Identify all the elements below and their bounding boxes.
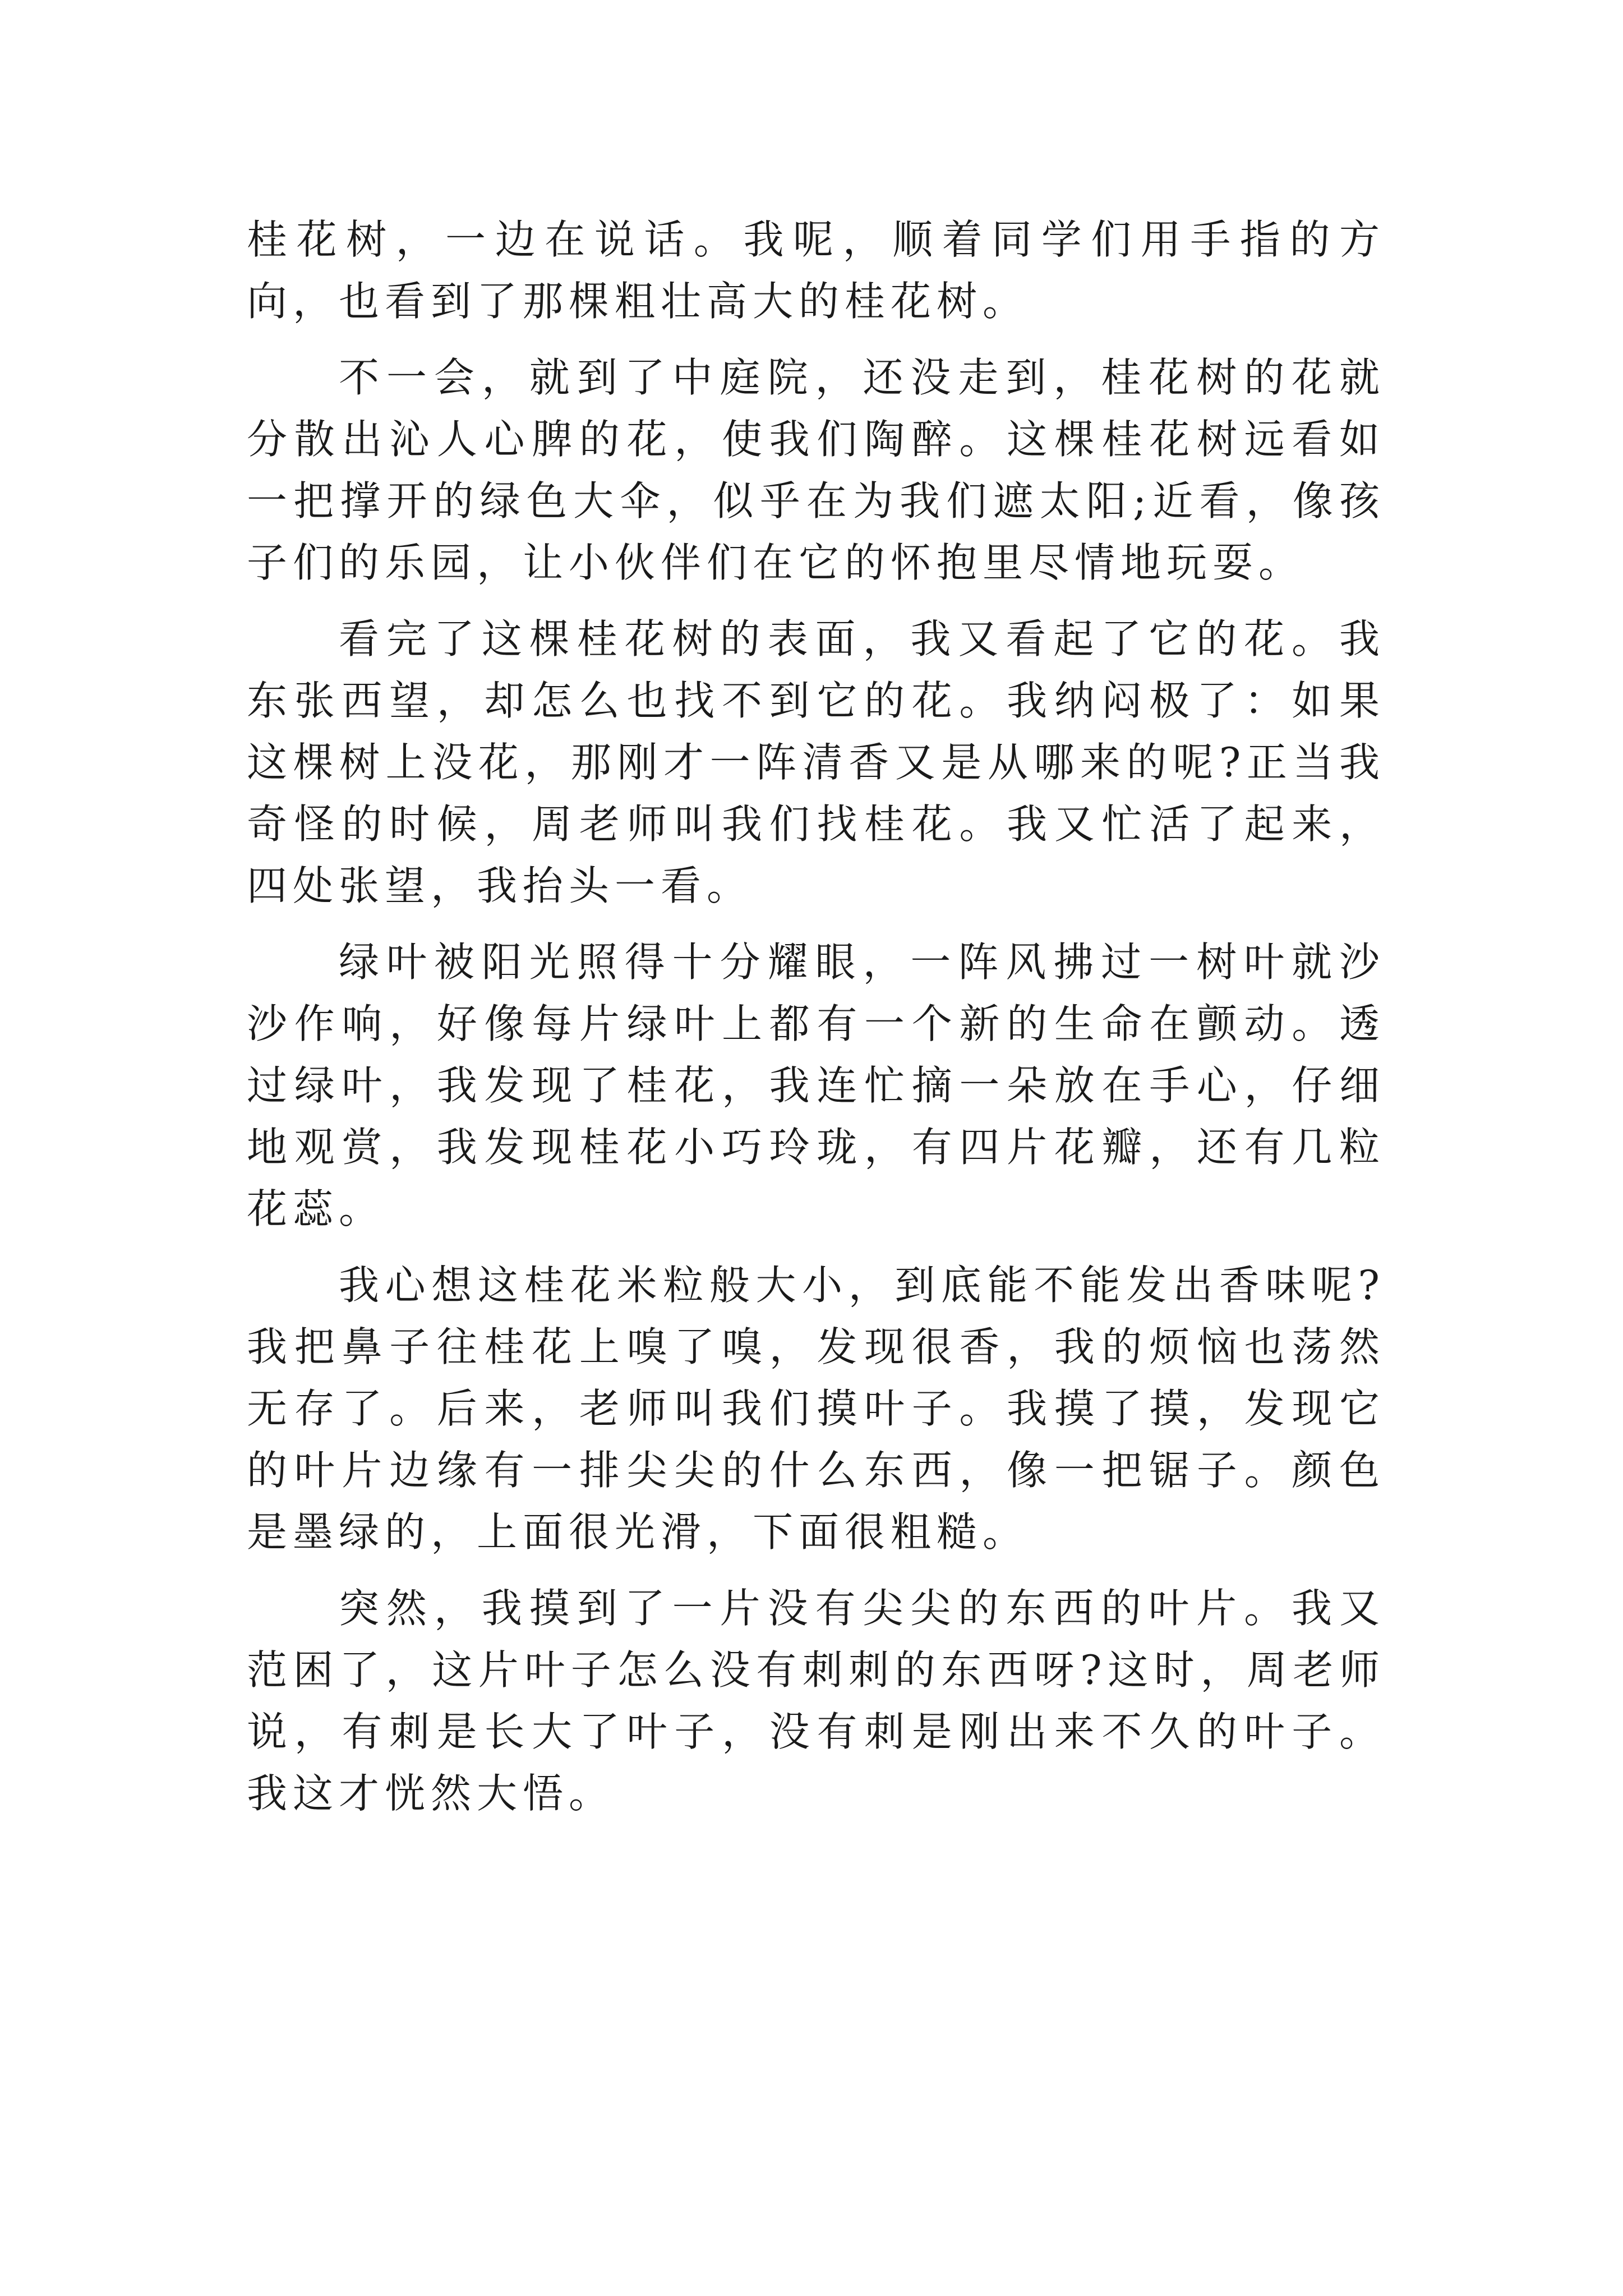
paragraph-3: 看完了这棵桂花树的表面，我又看起了它的花。我东张西望，却怎么也找不到它的花。我纳闷极了：如果这棵树上没花，那刚才一阵清香又是从哪来的呢?正当我奇怪的时候，周老师叫我们找桂花。我又忙活了起来，四处张望，我抬头一看。 — [247, 615, 1385, 909]
paragraph-6: 突然，我摸到了一片没有尖尖的东西的叶片。我又范困了，这片叶子怎么没有刺刺的东西呀?这时，周老师说，有刺是长大了叶子，没有刺是刚出来不久的叶子。我这才恍然大悟。 — [247, 1585, 1385, 1817]
paragraph-5: 我心想这桂花米粒般大小，到底能不能发出香味呢?我把鼻子往桂花上嗅了嗅，发现很香，我的烦恼也荡然无存了。后来，老师叫我们摸叶子。我摸了摸，发现它的叶片边缘有一排尖尖的什么东西，像一把锯子。颜色是墨绿的，上面很光滑，下面很粗糙。 — [247, 1262, 1385, 1556]
paragraph-1: 桂花树，一边在说话。我呢，顺着同学们用手指的方向，也看到了那棵粗壮高大的桂花树。 — [247, 216, 1385, 325]
document-body — [247, 209, 1385, 1839]
paragraph-4: 绿叶被阳光照得十分耀眼，一阵风拂过一树叶就沙沙作响，好像每片绿叶上都有一个新的生命在颤动。透过绿叶，我发现了桂花，我连忙摘一朵放在手心，仔细地观赏，我发现桂花小巧玲珑，有四片花瓣，还有几粒花蕊。 — [247, 938, 1385, 1232]
paragraph-2: 不一会，就到了中庭院，还没走到，桂花树的花就分散出沁人心脾的花，使我们陶醉。这棵桂花树远看如一把撑开的绿色大伞，似乎在为我们遮太阳;近看，像孩子们的乐园，让小伙伴们在它的怀抱里尽情地玩耍。 — [247, 354, 1385, 586]
